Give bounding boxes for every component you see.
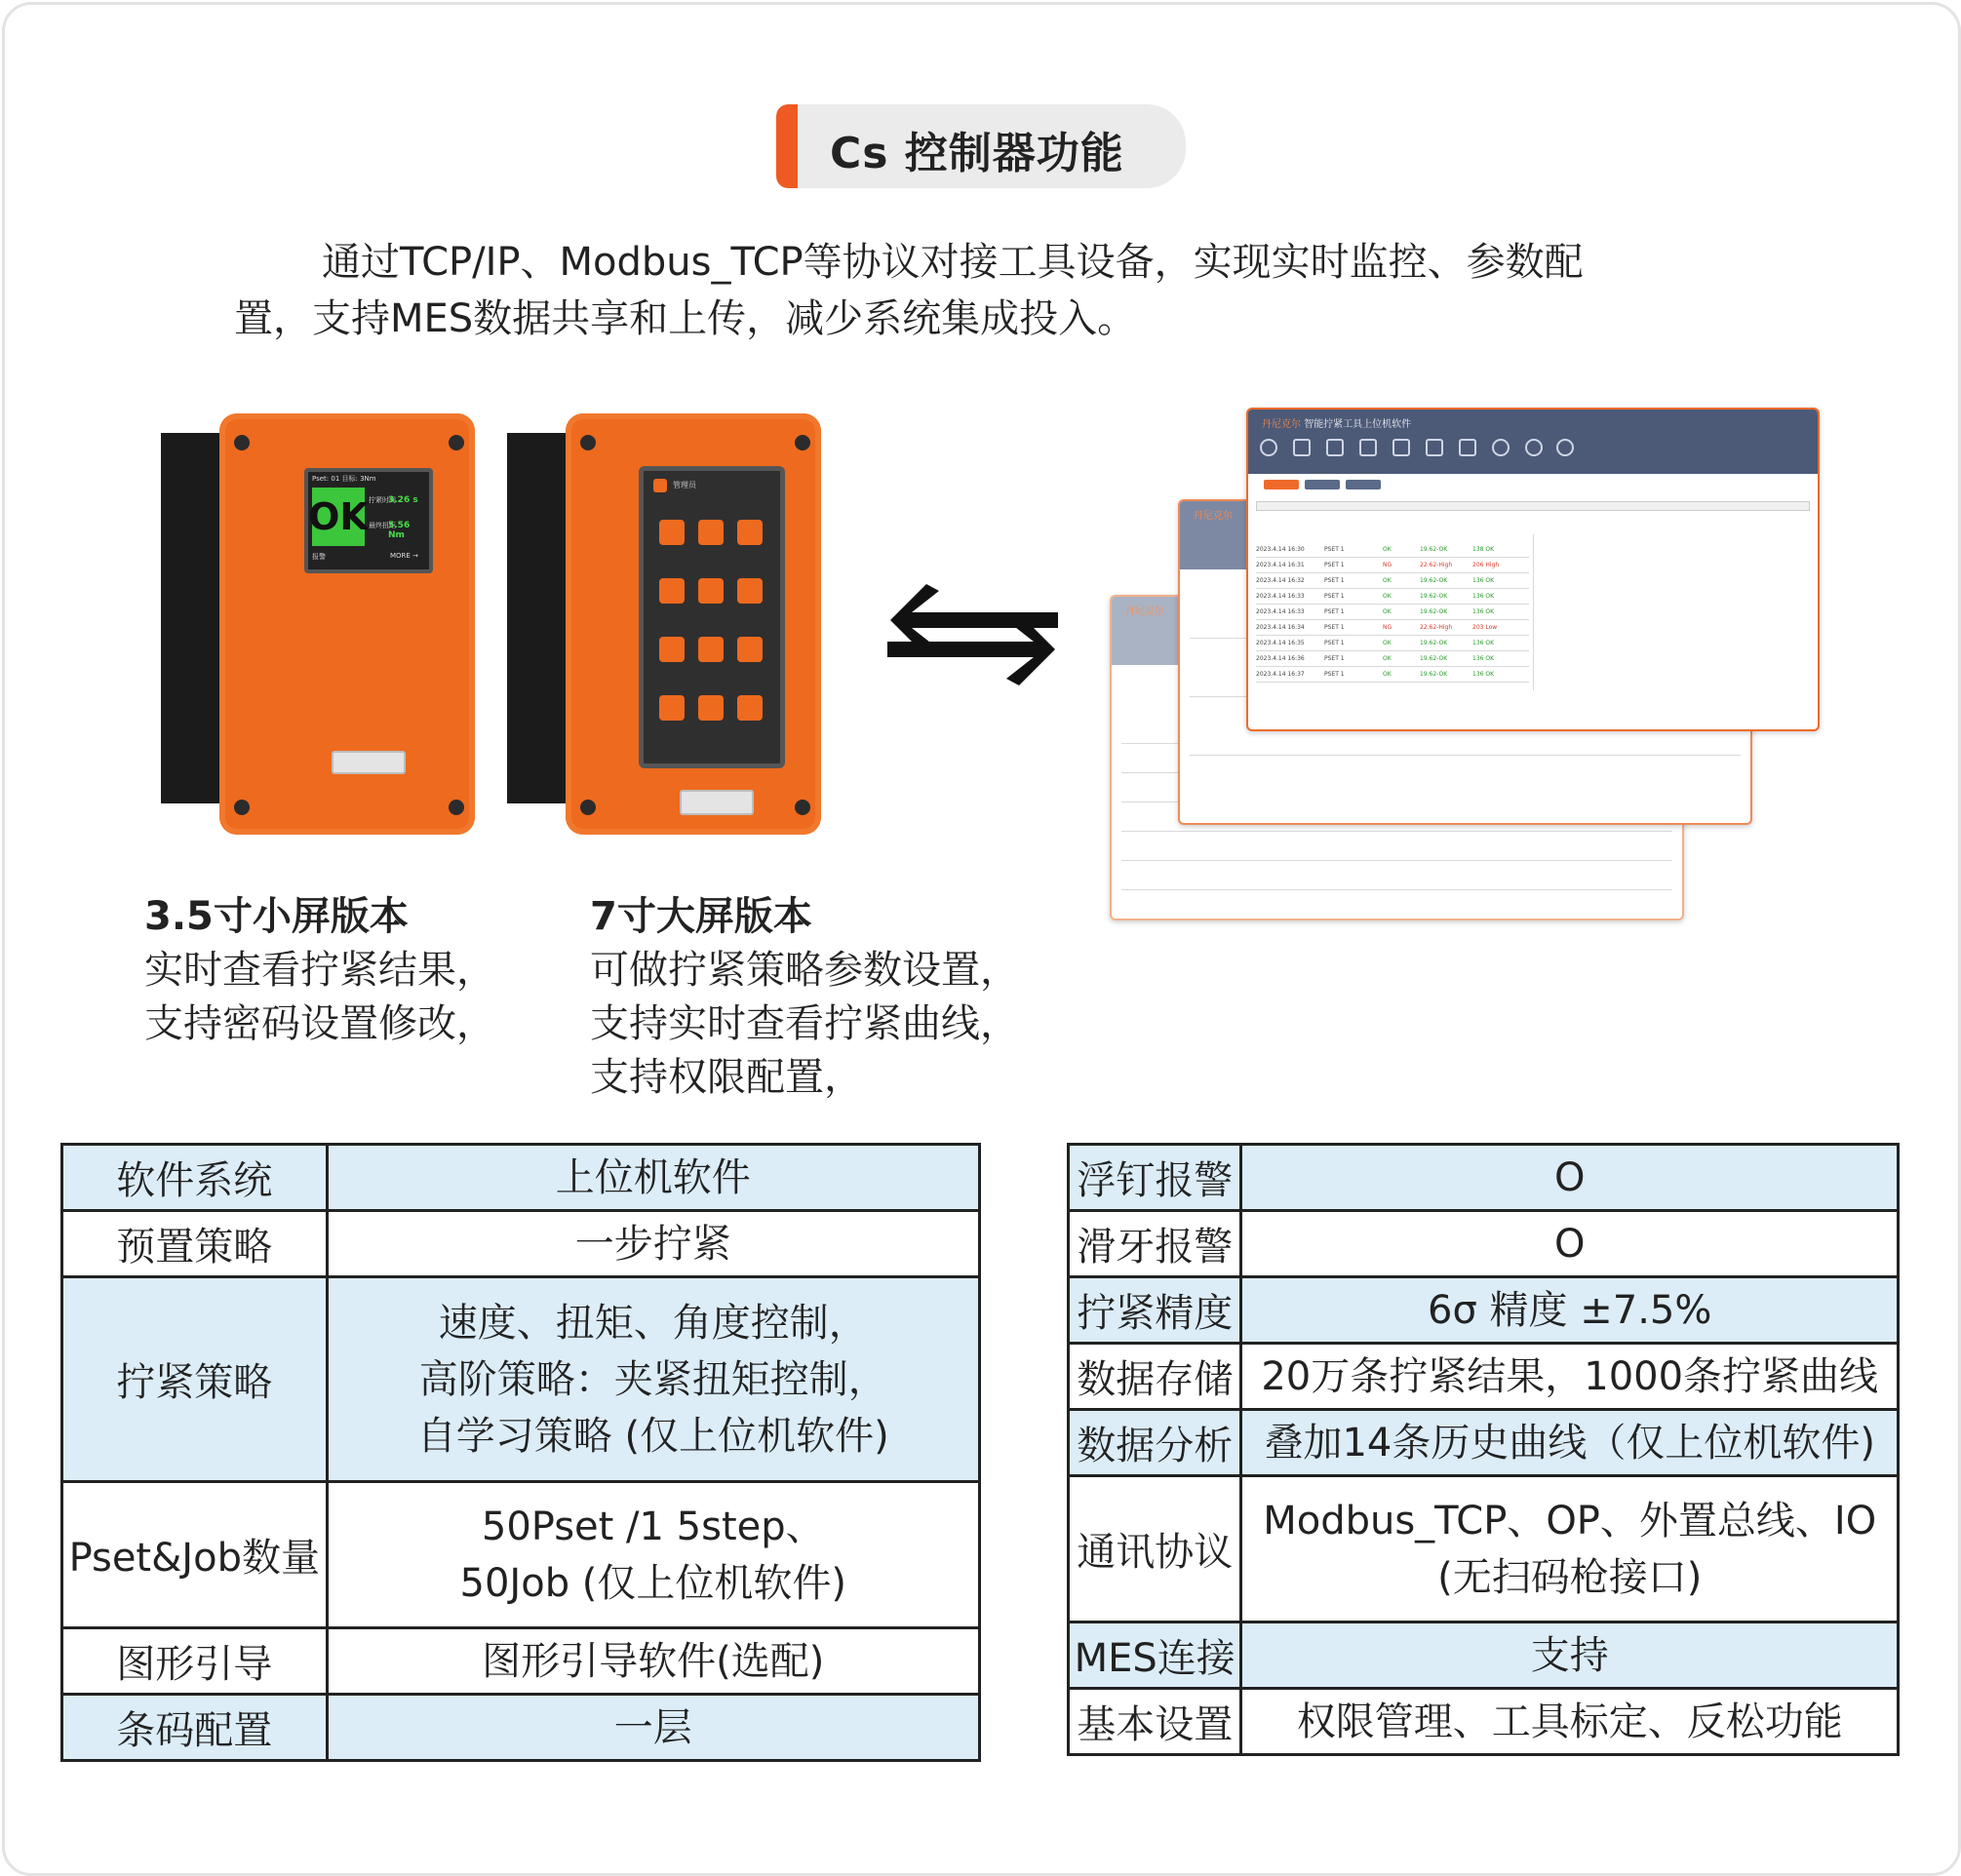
- spec-value-line: 一层: [613, 1704, 692, 1750]
- menu-tile-icon: [737, 520, 763, 545]
- screen-footer-left: 报警: [312, 553, 326, 561]
- result-cell: PSET 1: [1324, 608, 1345, 615]
- software-window-front: [1246, 408, 1820, 731]
- spec-value: [327, 1211, 979, 1277]
- settings-sliders-icon[interactable]: [1326, 439, 1344, 456]
- spec-value: [327, 1628, 979, 1695]
- screen-footer-right: MORE →: [390, 552, 418, 560]
- screw: [449, 435, 464, 450]
- result-cell: OK: [1383, 608, 1392, 615]
- table-row: [62, 1695, 980, 1761]
- spec-key: Pset&Job数量: [62, 1482, 328, 1628]
- result-cell: 2023.4.14 16:31: [1256, 562, 1305, 568]
- grid-line: [1121, 860, 1672, 861]
- small-version-line-2: 支持密码设置修改，: [144, 1001, 495, 1046]
- intro-line-1: 通过TCP/IP、Modbus_TCP等协议对接工具设备，实现实时监控、参数配: [322, 240, 1584, 285]
- spec-value: [1241, 1410, 1899, 1476]
- result-cell: OK: [1383, 671, 1392, 678]
- result-cell: 2023.4.14 16:33: [1256, 593, 1305, 600]
- result-cell: OK: [1383, 546, 1392, 553]
- value2-label: 最终扭矩: [369, 522, 396, 529]
- result-cell: PSET 1: [1324, 655, 1345, 662]
- result-cell: PSET 1: [1324, 624, 1345, 631]
- result-cell: OK: [1383, 593, 1392, 600]
- result-cell: 22.62-High: [1420, 624, 1453, 631]
- menu-tile-icon: [698, 520, 724, 545]
- spec-value-line: 权限管理、工具标定、反松功能: [1296, 1699, 1843, 1744]
- result-cell: OK: [1383, 577, 1392, 584]
- result-cell: 136 OK: [1472, 593, 1495, 600]
- spec-key: 预置策略: [62, 1211, 328, 1277]
- spec-value-line: 50Job (仅上位机软件): [459, 1560, 847, 1606]
- copy-icon[interactable]: [1359, 439, 1377, 456]
- spec-value-line: 图形引导软件(选配): [482, 1638, 825, 1684]
- result-cell: PSET 1: [1324, 562, 1345, 568]
- spec-value: [327, 1695, 979, 1761]
- result-cell: 2023.4.14 16:37: [1256, 671, 1305, 678]
- ok-status-indicator: OK: [312, 488, 365, 546]
- spec-value: [1241, 1622, 1899, 1689]
- grid-line: [1256, 557, 1529, 558]
- grid-line: [1256, 650, 1529, 651]
- table-row: [1069, 1145, 1899, 1211]
- tab[interactable]: [1264, 480, 1299, 489]
- spec-value-line: 一步拧紧: [574, 1221, 731, 1267]
- result-cell: 19.62-OK: [1420, 640, 1448, 646]
- large-version-line-1: 可做拧紧策略参数设置，: [590, 948, 1019, 993]
- large-touch-screen: [639, 466, 785, 768]
- result-cell: PSET 1: [1324, 640, 1345, 646]
- spec-value-line: O: [1553, 1154, 1586, 1200]
- small-version-line-1: 实时查看拧紧结果，: [144, 948, 495, 993]
- result-cell: PSET 1: [1324, 577, 1345, 584]
- menu-tile-icon: [659, 695, 685, 721]
- grid-line: [1121, 831, 1672, 832]
- result-cell: 2023.4.14 16:32: [1256, 577, 1305, 584]
- large-version-line-3: 支持权限配置，: [590, 1055, 863, 1100]
- spec-key: 拧紧策略: [62, 1277, 328, 1482]
- window-title: 丹尼克尔: [1194, 511, 1233, 522]
- result-cell: 203 Low: [1472, 624, 1498, 631]
- user-icon: [653, 479, 667, 492]
- result-cell: OK: [1383, 655, 1392, 662]
- gear-icon[interactable]: [1492, 439, 1510, 456]
- result-cell: 19.62-OK: [1420, 655, 1448, 662]
- folder-icon[interactable]: [1426, 439, 1443, 456]
- nameplate: [332, 751, 406, 774]
- spec-value: [327, 1145, 979, 1211]
- result-cell: 19.62-OK: [1420, 577, 1448, 584]
- table-row: [62, 1277, 980, 1482]
- spec-value-line: 上位机软件: [555, 1154, 751, 1200]
- result-cell: 136 OK: [1472, 671, 1495, 678]
- window-title: 丹尼克尔 智能拧紧工具上位机软件: [1262, 419, 1412, 430]
- small-controller-device: [156, 410, 478, 839]
- spec-table-right: [1067, 1143, 1900, 1756]
- large-version-line-2: 支持实时查看拧紧曲线，: [590, 1001, 1019, 1046]
- value1: 3.26 s: [388, 495, 418, 505]
- spec-value: [1241, 1211, 1899, 1277]
- grid-line: [1256, 666, 1529, 667]
- filter-row: [1256, 501, 1810, 511]
- spec-value-line: 20万条拧紧结果，1000条拧紧曲线: [1261, 1353, 1879, 1399]
- result-cell: NG: [1383, 624, 1392, 631]
- result-cell: 136 OK: [1472, 608, 1495, 615]
- screw: [795, 435, 810, 450]
- grid-line: [1256, 682, 1529, 683]
- large-controller-device: [502, 410, 824, 839]
- table-row: [1069, 1344, 1899, 1410]
- table-row: [62, 1482, 980, 1628]
- spec-key: 拧紧精度: [1069, 1277, 1241, 1344]
- menu-tile-icon: [737, 637, 763, 662]
- grid-line: [1256, 572, 1529, 573]
- value1-label: 拧紧时间: [369, 496, 396, 504]
- result-cell: 19.62-OK: [1420, 593, 1448, 600]
- result-cell: 19.62-OK: [1420, 671, 1448, 678]
- menu-tile-icon: [659, 637, 685, 662]
- menu-tile-icon: [737, 578, 763, 604]
- help-icon[interactable]: [1525, 439, 1543, 456]
- page-title: Cs 控制器功能: [830, 129, 1124, 178]
- chart-icon[interactable]: [1293, 439, 1311, 456]
- nameplate: [680, 790, 754, 815]
- spec-value-line: 6σ 精度 ±7.5%: [1428, 1287, 1712, 1333]
- spec-key: 通讯协议: [1069, 1476, 1241, 1622]
- result-cell: PSET 1: [1324, 593, 1345, 600]
- spec-value: [327, 1277, 979, 1482]
- screw: [580, 800, 596, 815]
- menu-tile-icon: [698, 637, 724, 662]
- spec-value: [327, 1482, 979, 1628]
- result-cell: 2023.4.14 16:30: [1256, 546, 1305, 553]
- spec-value: [1241, 1145, 1899, 1211]
- screen-header: Pset: 01 目标: 3Nm: [312, 475, 376, 483]
- result-cell: 19.62-OK: [1420, 546, 1448, 553]
- result-cell: PSET 1: [1324, 671, 1345, 678]
- spec-key: 数据分析: [1069, 1410, 1241, 1476]
- result-cell: 22.62-High: [1420, 562, 1453, 568]
- spec-value-line: 支持: [1530, 1632, 1609, 1678]
- result-cell: 138 OK: [1472, 546, 1495, 553]
- spec-key: 软件系统: [62, 1145, 328, 1211]
- spec-value-line: O: [1553, 1221, 1586, 1267]
- tab[interactable]: [1346, 480, 1381, 489]
- title-accent-bar: [776, 104, 798, 188]
- table-row: [1069, 1689, 1899, 1755]
- spec-value: [1241, 1689, 1899, 1755]
- screw: [449, 800, 464, 815]
- spec-value-line: 自学习策略 (仅上位机软件): [416, 1413, 889, 1459]
- result-cell: 206 High: [1472, 562, 1500, 568]
- intro-line-2: 置，支持MES数据共享和上传，减少系统集成投入。: [234, 296, 1137, 341]
- intro-paragraph: [234, 234, 1775, 347]
- spec-value-line: Modbus_TCP、OP、外置总线、IO: [1263, 1498, 1877, 1544]
- result-cell: NG: [1383, 562, 1392, 568]
- grid-line: [1256, 635, 1529, 636]
- table-row: [1069, 1277, 1899, 1344]
- tab[interactable]: [1305, 480, 1340, 489]
- screw: [234, 435, 250, 450]
- window-title: 丹尼克尔: [1125, 606, 1164, 617]
- result-cell: 2023.4.14 16:33: [1256, 608, 1305, 615]
- screw: [234, 800, 250, 815]
- spec-key: 基本设置: [1069, 1689, 1241, 1755]
- bidirectional-arrow-icon: [882, 573, 1063, 695]
- result-cell: 2023.4.14 16:35: [1256, 640, 1305, 646]
- result-cell: 2023.4.14 16:36: [1256, 655, 1305, 662]
- menu-tile-icon: [737, 695, 763, 721]
- grid-line: [1256, 604, 1529, 605]
- spec-key: 浮钉报警: [1069, 1145, 1241, 1211]
- table-row: [1069, 1622, 1899, 1689]
- document-icon[interactable]: [1392, 439, 1410, 456]
- result-cell: 19.62-OK: [1420, 608, 1448, 615]
- spec-value-line: 叠加14条历史曲线（仅上位机软件): [1264, 1420, 1875, 1466]
- menu-tile-icon: [698, 695, 724, 721]
- grid-line: [1190, 755, 1741, 756]
- large-version-title: 7寸大屏版本: [590, 894, 812, 939]
- result-cell: OK: [1383, 640, 1392, 646]
- search-icon[interactable]: [1556, 439, 1574, 456]
- table-row: [62, 1145, 980, 1211]
- window-titlebar: [1248, 410, 1818, 474]
- result-cell: 136 OK: [1472, 640, 1495, 646]
- menu-tile-icon: [698, 578, 724, 604]
- spec-value-line: (无扫码枪接口): [1437, 1554, 1703, 1600]
- spec-value-line: 高阶策略：夹紧扭矩控制，: [418, 1356, 887, 1402]
- spec-value: [1241, 1277, 1899, 1344]
- spec-key: 数据存储: [1069, 1344, 1241, 1410]
- table-row: [62, 1211, 980, 1277]
- warning-icon[interactable]: [1459, 439, 1476, 456]
- table-row: [1069, 1410, 1899, 1476]
- grid-line: [1256, 588, 1529, 589]
- result-cell: 2023.4.14 16:34: [1256, 624, 1305, 631]
- spec-key: 条码配置: [62, 1695, 328, 1761]
- spec-value: [1241, 1476, 1899, 1622]
- spec-value: [1241, 1344, 1899, 1410]
- spec-key: MES连接: [1069, 1622, 1241, 1689]
- spec-key: 滑牙报警: [1069, 1211, 1241, 1277]
- result-cell: 136 OK: [1472, 655, 1495, 662]
- result-cell: PSET 1: [1324, 546, 1345, 553]
- results-list: [1256, 546, 1529, 692]
- spec-value-line: 速度、扭矩、角度控制，: [438, 1300, 868, 1346]
- spec-value-line: 50Pset /1 5step、: [481, 1504, 825, 1549]
- panel-divider: [1533, 534, 1534, 690]
- table-row: [1069, 1211, 1899, 1277]
- value2: 5.56 Nm: [388, 521, 411, 540]
- screen-header: 管理员: [673, 481, 696, 489]
- small-version-title: 3.5寸小屏版本: [144, 894, 409, 939]
- screw: [580, 435, 596, 450]
- screw: [795, 800, 810, 815]
- table-row: [1069, 1476, 1899, 1622]
- small-screen-display: [304, 468, 433, 573]
- menu-tile-icon: [659, 578, 685, 604]
- table-row: [62, 1628, 980, 1695]
- spec-table-left: [60, 1143, 981, 1762]
- menu-tile-icon: [659, 520, 685, 545]
- title-banner: [776, 104, 1186, 188]
- user-icon[interactable]: [1260, 439, 1277, 456]
- result-cell: 136 OK: [1472, 577, 1495, 584]
- spec-key: 图形引导: [62, 1628, 328, 1695]
- grid-line: [1256, 619, 1529, 620]
- grid-line: [1121, 889, 1672, 890]
